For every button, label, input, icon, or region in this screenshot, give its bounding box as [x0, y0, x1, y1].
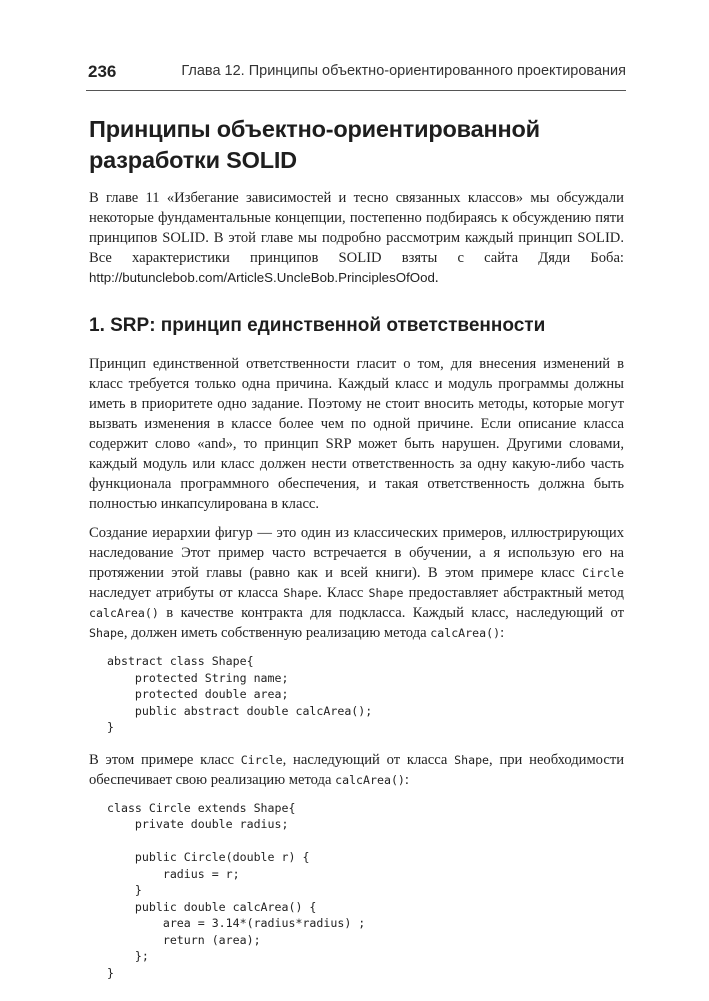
p2-text-7: :: [500, 625, 505, 641]
srp-paragraph-3: [89, 750, 624, 790]
code-block-shape: abstract class Shape{ protected String name; protected double area; public abstract double calcArea(); }: [107, 654, 373, 734]
intro-paragraph: [89, 188, 624, 288]
chapter-title: [89, 114, 624, 176]
p2-text-6: , должен иметь собственную реализацию метода: [123, 625, 431, 641]
p2-code-calcarea-2: calcArea(): [430, 626, 501, 640]
p3-text-3: , при необходимости обеспечивает свою реализацию метода: [89, 751, 625, 788]
source-url: http://butunclebob.com/ArticleS.UncleBob.PrinciplesOfOod: [89, 270, 435, 285]
p2-text-4: предоставляет абстрактный метод: [403, 585, 624, 601]
p3-text-2: , наследующий от класса: [282, 751, 455, 768]
p2-code-shape-3: Shape: [89, 626, 124, 640]
p2-code-shape: Shape: [283, 586, 319, 600]
page-content: [89, 114, 624, 995]
running-head: Глава 12. Принципы объектно-ориентированного проектирования: [181, 63, 626, 79]
page-number: 236: [88, 62, 117, 81]
chapter-title-line-2: разработки SOLID: [89, 147, 297, 173]
intro-text: В главе 11 «Избегание зависимостей и тесно связанных классов» мы обсуждали некоторые фундаментальные концепции, постепенно подбираясь к обсуждению пяти принципов SOLID. В этой главе мы подробно рассмотрим каждый принцип SOLID. Все характеристики принципов SOLID взяты с сайта Дяди Боба:: [89, 190, 624, 266]
srp-paragraph-1: Принцип единственной ответственности гласит о том, для внесения изменений в класс требуется только одна причина. Каждый класс и модуль программы должны иметь в приоритете одно задание. Поэтому не стоит вносить методы, которые могут вызвать изменения в классе более чем по одной причине. Если описание класса содержит слово «and», то принцип SRP может быть нарушен. Другими словами, каждый модуль или класс должен нести ответственность за одну какую-либо часть функционала программного обеспечения, и такая ответственность должна быть полностью инкапсулирована в класс.: [89, 356, 624, 512]
p2-text-5: в качестве контракта для подкласса. Каждый класс, наследующий от: [158, 605, 624, 621]
p2-code-shape-2: Shape: [368, 586, 404, 600]
intro-end: .: [434, 270, 439, 286]
header-rule: [86, 90, 626, 91]
p2-code-calcarea: calcArea(): [89, 606, 159, 620]
p3-text-4: :: [404, 771, 409, 788]
code-block-circle: class Circle extends Shape{ private double radius; public Circle(double r) { radius = r; } public double calcArea() { area = 3.14*(radius*radius) ; return (area); }; }: [107, 800, 366, 980]
section-heading-srp: 1. SRP: принцип единственной ответственности: [89, 315, 546, 336]
p3-text-1: В этом примере класс: [89, 751, 241, 768]
p2-text-3: . Класс: [318, 585, 369, 601]
srp-paragraph-2: [89, 523, 624, 643]
p2-text-1: Создание иерархии фигур — это один из классических примеров, иллюстрирующих наследование Этот пример часто встречается в обучении, а я использую его на протяжении этой главы (равно как и всей книги). В этом примере класс: [89, 525, 624, 581]
chapter-title-line-1: Принципы объектно-ориентированной: [89, 116, 540, 142]
page-header: [86, 60, 626, 86]
p2-code-circle: Circle: [582, 566, 624, 580]
p3-code-calcarea: calcArea(): [335, 772, 405, 787]
p3-code-shape: Shape: [454, 752, 490, 767]
p3-code-circle: Circle: [240, 752, 283, 767]
p2-text-2: наследует атрибуты от класса: [89, 585, 284, 601]
